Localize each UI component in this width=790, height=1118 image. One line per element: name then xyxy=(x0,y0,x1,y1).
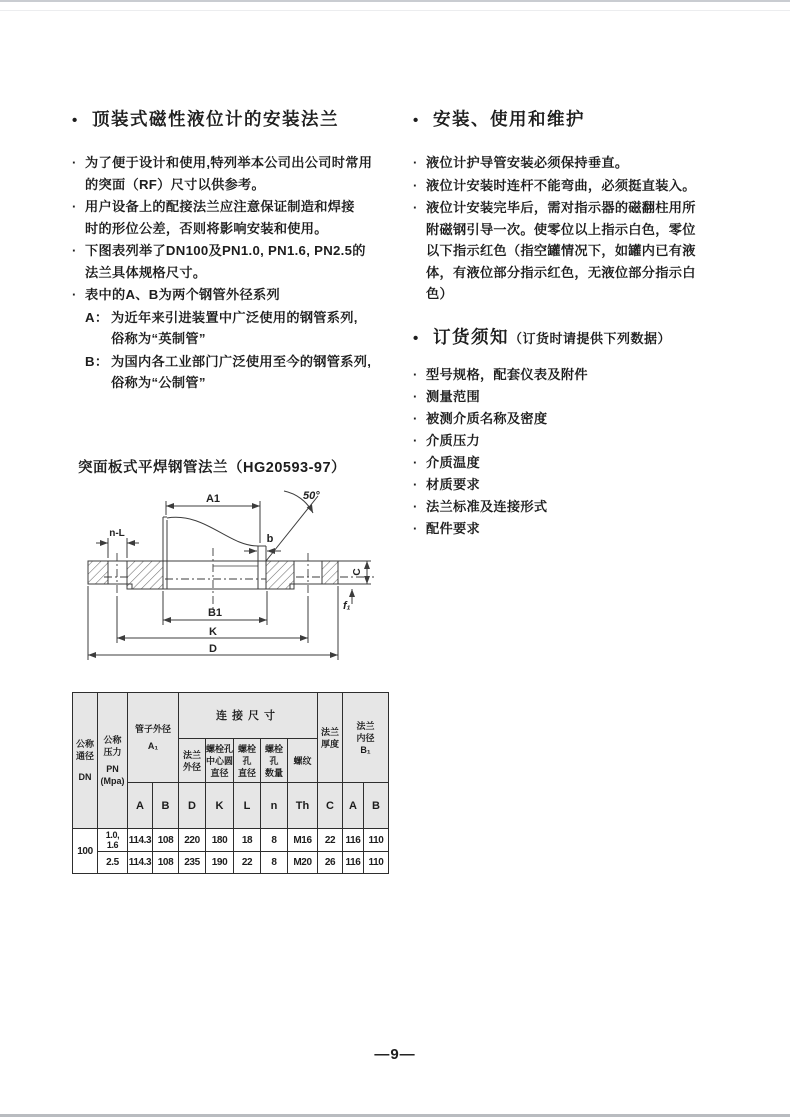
symbol-th: Th xyxy=(288,783,318,829)
dim-label-angle: 50° xyxy=(303,490,320,502)
bullet-line: 液位计安装时连杆不能弯曲，必须挺直装入。 xyxy=(426,177,696,193)
cell-dn: 100 xyxy=(73,829,98,874)
cell-b: 108 xyxy=(153,829,179,852)
bullet-icon: · xyxy=(413,155,418,170)
cell-c: 22 xyxy=(318,829,343,852)
bullet-line: 法兰具体规格尺寸。 xyxy=(85,264,207,280)
bullet-line: 测量范围 xyxy=(426,388,480,404)
table-row xyxy=(73,829,389,852)
cell-a: 114.3 xyxy=(128,852,153,874)
bullet-icon: · xyxy=(413,520,418,536)
ext-lines-a1 xyxy=(166,501,260,543)
bullet-line: 色） xyxy=(426,286,453,301)
bullet-item xyxy=(413,386,738,408)
bullet-line: 以下指示红色（指空罐情况下，如罐内已有液 xyxy=(426,243,696,258)
header-thread: 螺纹 xyxy=(288,739,318,783)
flange-diagram xyxy=(60,483,382,675)
dim-label-b: b xyxy=(266,533,274,545)
bullet-line: 液位计护导管安装必须保持垂直。 xyxy=(426,155,629,170)
bullet-line: 材质要求 xyxy=(426,476,480,492)
bullet-line: 俗称为“英制管” xyxy=(111,331,206,346)
cell-b2: 110 xyxy=(364,829,389,852)
symbol-k: K xyxy=(206,783,234,829)
bullet-line: 配件要求 xyxy=(426,520,480,536)
header-dn: 公称 通径 DN xyxy=(73,693,98,829)
header-bolt-hole-dia: 螺栓孔 直径 xyxy=(234,739,261,783)
symbol-l: L xyxy=(234,783,261,829)
bullet-item xyxy=(413,496,738,518)
bullet-line: 型号规格，配套仪表及附件 xyxy=(426,366,588,382)
dim-label-nl: n-L xyxy=(109,528,125,539)
header-flange-od: 法兰 外径 xyxy=(179,739,206,783)
dim-label-c: C xyxy=(352,568,363,576)
sub-item-b xyxy=(72,351,397,394)
header-inner-dia: 法兰 内径 B₁ xyxy=(343,693,389,783)
hatch-block xyxy=(88,561,108,584)
cell-d: 235 xyxy=(179,852,206,874)
dim-label-k: K xyxy=(209,626,217,638)
bullet-icon: · xyxy=(413,476,418,492)
bullet-icon: · xyxy=(413,200,418,215)
symbol-n: n xyxy=(261,783,288,829)
bullet-item xyxy=(413,452,738,474)
bullet-line: 介质温度 xyxy=(426,454,480,470)
dim-label-d: D xyxy=(209,643,217,655)
bullet-item xyxy=(72,284,397,306)
bullet-line: 液位计安装完毕后，需对指示器的磁翻柱用所 xyxy=(426,200,696,215)
cell-th: M16 xyxy=(288,829,318,852)
bullet-icon: · xyxy=(72,199,77,214)
section-title-text: 顶装式磁性液位计的安装法兰 xyxy=(92,109,339,129)
cell-b2: 110 xyxy=(364,852,389,874)
bullet-icon: · xyxy=(72,155,77,170)
bullet-item xyxy=(413,364,738,386)
cell-pn: 2.5 xyxy=(98,852,128,874)
bullet-item xyxy=(413,518,738,540)
symbol-c: C xyxy=(318,783,343,829)
bullet-icon: · xyxy=(72,243,77,258)
bullet-item xyxy=(413,430,738,452)
section-title-text: 安装、使用和维护 xyxy=(433,109,585,129)
bullet-item xyxy=(72,196,397,239)
symbol-b: B xyxy=(153,783,179,829)
header-connection: 连接尺寸 xyxy=(179,693,318,739)
left-bullet-list xyxy=(72,152,397,394)
cell-a2: 116 xyxy=(343,852,364,874)
bullet-line: 为近年来引进装置中广泛使用的钢管系列, xyxy=(111,309,358,325)
cell-d: 220 xyxy=(179,829,206,852)
bullet-item xyxy=(72,240,397,283)
bullet-icon: · xyxy=(413,388,418,404)
bullet-line: 附磁钢引导一次。使零位以上指示白色，零位 xyxy=(426,221,696,237)
bullet-line: 被测介质名称及密度 xyxy=(426,410,548,426)
page-bottom-border xyxy=(0,1114,790,1117)
symbol-a: A xyxy=(128,783,153,829)
bullet-icon: • xyxy=(413,329,420,347)
ordering-bullet-list xyxy=(413,364,738,540)
bullet-icon: · xyxy=(413,432,418,448)
pipe-walls xyxy=(163,517,266,589)
bullet-line: 体，有液位部分指示红色，无液位部分指示白 xyxy=(426,264,696,280)
flange-linework xyxy=(88,491,374,660)
symbol-b2: B xyxy=(364,783,389,829)
sub-item-label: B： xyxy=(85,353,109,369)
pipe-neck-curve xyxy=(167,517,258,546)
bullet-line: 为国内各工业部门广泛使用至今的钢管系列, xyxy=(111,353,372,369)
dim-label-a1: A1 xyxy=(205,493,221,505)
bullet-icon: · xyxy=(413,410,418,426)
header-pn: 公称 压力 PN (Mpa) xyxy=(98,693,128,829)
cell-k: 180 xyxy=(206,829,234,852)
bullet-item xyxy=(413,474,738,496)
dimension-table xyxy=(72,692,389,874)
bullet-item xyxy=(413,152,738,174)
bullet-item xyxy=(72,152,397,195)
bullet-item xyxy=(413,197,738,305)
section-title-text: 订货须知 xyxy=(433,326,509,347)
install-bullet-list xyxy=(413,152,738,305)
header-bolt-circle: 螺栓孔 中心圆 直径 xyxy=(206,739,234,783)
bullet-line: 表中的A、B为两个钢管外径系列 xyxy=(85,287,280,302)
page-number: —9— xyxy=(374,1046,416,1063)
header-bolt-hole-count: 螺栓孔 数量 xyxy=(261,739,288,783)
bullet-line: 下图表列举了DN100及PN1.0, PN1.6, PN2.5的 xyxy=(85,243,366,258)
bullet-line: 为了便于设计和使用,特列举本公司出公司时常用 xyxy=(85,155,373,170)
section-title-note: （订货时请提供下列数据） xyxy=(509,330,672,346)
bullet-line: 俗称为“公制管” xyxy=(111,375,206,390)
cell-l: 22 xyxy=(234,852,261,874)
cell-k: 190 xyxy=(206,852,234,874)
header-pipe-od: 管子外径 A₁ xyxy=(128,693,179,783)
bullet-item xyxy=(413,408,738,430)
bullet-icon: • xyxy=(413,112,420,129)
bullet-line: 的突面（RF）尺寸以供参考。 xyxy=(85,176,266,192)
bullet-item xyxy=(413,175,738,197)
bullet-icon: • xyxy=(72,112,79,129)
page-top-border xyxy=(0,0,790,2)
page-top-border-faint xyxy=(0,10,790,11)
section-title-ordering xyxy=(413,324,738,349)
bullet-icon: · xyxy=(413,177,418,193)
ext-lines-nl xyxy=(108,538,127,558)
dim-label-f1: f₁ xyxy=(343,600,351,612)
section-title-install xyxy=(413,106,738,131)
table-row xyxy=(73,852,389,874)
left-column xyxy=(72,106,397,395)
cell-a: 114.3 xyxy=(128,829,153,852)
symbol-a2: A xyxy=(343,783,364,829)
sub-item-label: A： xyxy=(85,309,109,325)
bullet-line: 法兰标准及连接形式 xyxy=(426,498,548,514)
header-thickness: 法兰 厚度 xyxy=(318,693,343,783)
dim-label-b1: B1 xyxy=(207,607,223,619)
bullet-line: 时的形位公差，否则将影响安装和使用。 xyxy=(85,220,328,236)
cell-n: 8 xyxy=(261,852,288,874)
bullet-line: 介质压力 xyxy=(426,432,480,448)
bullet-line: 用户设备上的配接法兰应注意保证制造和焊接 xyxy=(85,199,355,214)
cell-pn: 1.0, 1.6 xyxy=(98,829,128,852)
bullet-icon: · xyxy=(413,454,418,470)
symbol-d: D xyxy=(179,783,206,829)
hatch-block xyxy=(322,561,338,584)
cell-l: 18 xyxy=(234,829,261,852)
bullet-icon: · xyxy=(72,287,77,302)
cell-th: M20 xyxy=(288,852,318,874)
bullet-icon: · xyxy=(413,498,418,514)
cell-b: 108 xyxy=(153,852,179,874)
cell-c: 26 xyxy=(318,852,343,874)
cell-a2: 116 xyxy=(343,829,364,852)
bullet-icon: · xyxy=(413,366,418,382)
diagram-caption: 突面板式平焊钢管法兰（HG20593-97） xyxy=(78,460,347,476)
section-title-flange xyxy=(72,106,397,131)
cell-n: 8 xyxy=(261,829,288,852)
sub-item-a xyxy=(72,307,397,350)
right-column xyxy=(413,106,738,540)
